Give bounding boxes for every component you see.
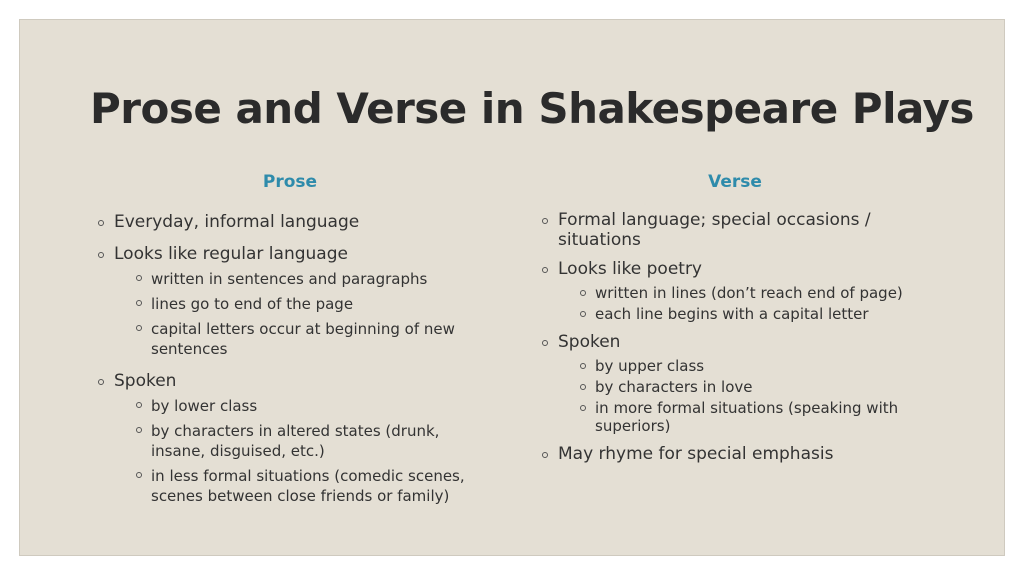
prose-item [98,212,498,232]
prose-subitem: by characters in altered states (drunk, insane, disguised, etc.) [136,421,498,461]
bullet-text: May rhyme for special emphasis [558,444,834,464]
prose-sublist [114,269,498,359]
prose-subitem: in less formal situations (comedic scenes, scenes between close friends or family) [136,466,498,506]
verse-item [542,210,942,250]
slide [19,19,1005,556]
verse-subitem: written in lines (don’t reach end of page) [580,284,942,302]
verse-subitem: in more formal situations (speaking with superiors) [580,399,942,435]
prose-item [98,371,498,506]
verse-list [542,210,942,473]
bullet-text: Looks like poetry [558,259,702,279]
prose-item [98,244,498,359]
verse-sublist [558,284,942,323]
prose-heading: Prose [262,172,318,192]
bullet-text: Everyday, informal language [114,212,360,232]
bullet-text: Formal language; special occasions / situations [558,210,871,250]
prose-subitem: written in sentences and paragraphs [136,269,498,289]
prose-list [98,212,498,518]
prose-sublist [114,396,498,506]
bullet-text: Spoken [558,332,621,352]
verse-sublist [558,357,942,435]
verse-item [542,259,942,323]
verse-subitem: by upper class [580,357,942,375]
bullet-text: Looks like regular language [114,244,348,264]
verse-subitem: by characters in love [580,378,942,396]
prose-subitem: by lower class [136,396,498,416]
bullet-text: Spoken [114,371,177,391]
verse-item [542,444,942,464]
verse-subitem: each line begins with a capital letter [580,305,942,323]
slide-title: Prose and Verse in Shakespeare Plays [90,84,974,133]
verse-heading: Verse [708,172,762,192]
prose-subitem: lines go to end of the page [136,294,498,314]
prose-subitem: capital letters occur at beginning of new sentences [136,319,498,359]
verse-item [542,332,942,435]
